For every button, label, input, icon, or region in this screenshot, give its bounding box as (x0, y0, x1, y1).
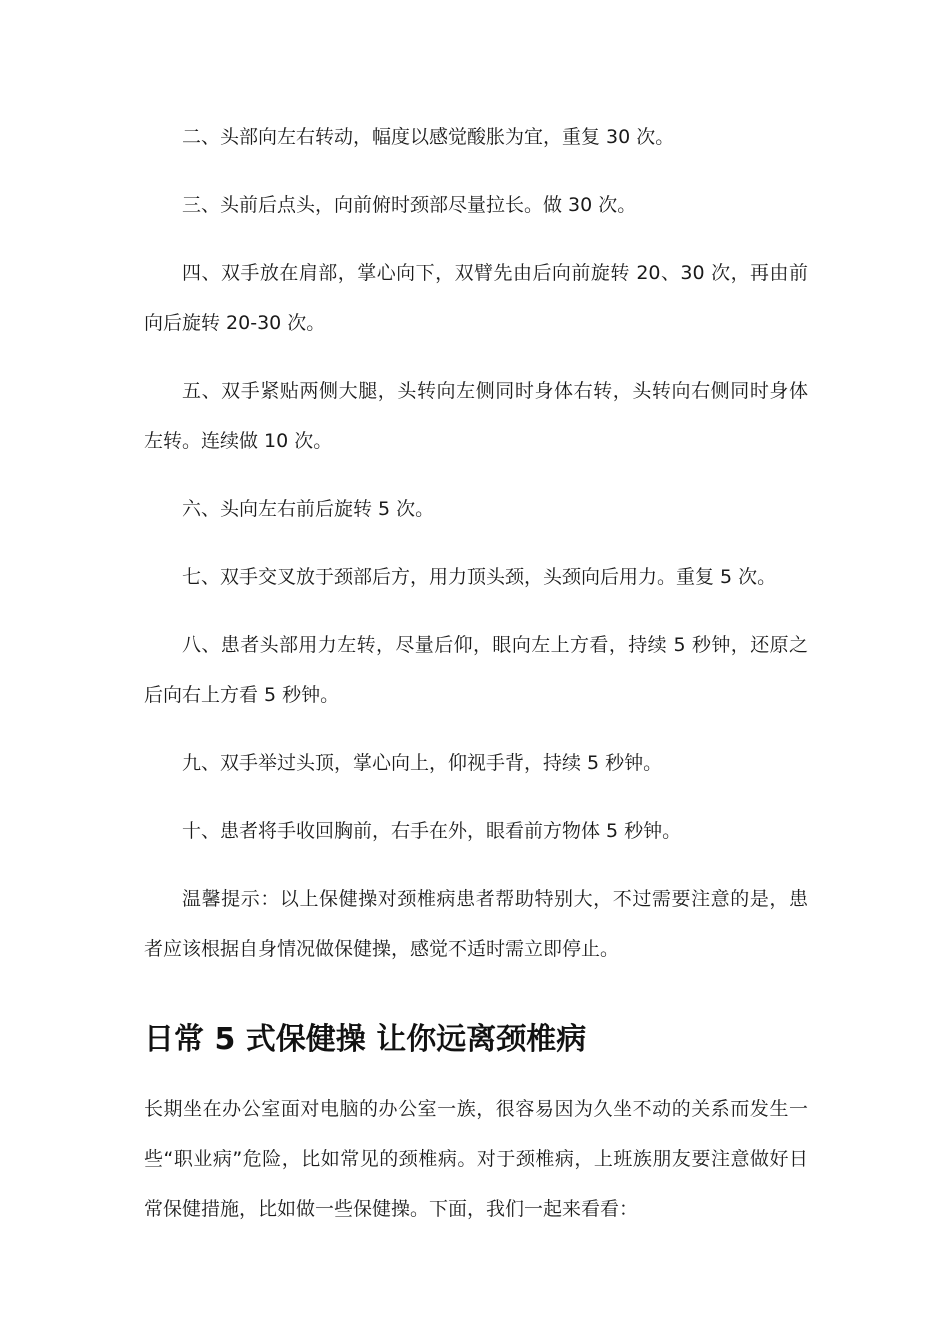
document-page (144, 112, 808, 1234)
step-9: 九、双手举过头顶，掌心向上，仰视手背，持续 5 秒钟。 (182, 752, 663, 774)
step-2: 二、头部向左右转动，幅度以感觉酸胀为宜，重复 30 次。 (182, 126, 675, 148)
warm-tip: 温馨提示：以上保健操对颈椎病患者帮助特别大，不过需要注意的是，患者应该根据自身情况做保健操，感觉不适时需立即停止。 (144, 888, 808, 960)
step-5: 五、双手紧贴两侧大腿，头转向左侧同时身体右转，头转向右侧同时身体左转。连续做 10 次。 (144, 380, 808, 452)
section-heading: 日常 5 式保健操 让你远离颈椎病 (144, 1022, 587, 1057)
step-4: 四、双手放在肩部，掌心向下，双臂先由后向前旋转 20、30 次，再由前向后旋转 20-30 次。 (144, 262, 808, 334)
step-10: 十、患者将手收回胸前，右手在外，眼看前方物体 5 秒钟。 (182, 820, 682, 842)
step-8: 八、患者头部用力左转，尽量后仰，眼向左上方看，持续 5 秒钟，还原之后向右上方看 5 秒钟。 (144, 634, 808, 706)
step-6: 六、头向左右前后旋转 5 次。 (182, 498, 435, 520)
step-7: 七、双手交叉放于颈部后方，用力顶头颈，头颈向后用力。重复 5 次。 (182, 566, 777, 588)
step-3: 三、头前后点头，向前俯时颈部尽量拉长。做 30 次。 (182, 194, 637, 216)
section-intro: 长期坐在办公室面对电脑的办公室一族，很容易因为久坐不动的关系而发生一些“职业病”危险，比如常见的颈椎病。对于颈椎病，上班族朋友要注意做好日常保健措施，比如做一些保健操。下面，我们一起来看看： (144, 1098, 808, 1220)
